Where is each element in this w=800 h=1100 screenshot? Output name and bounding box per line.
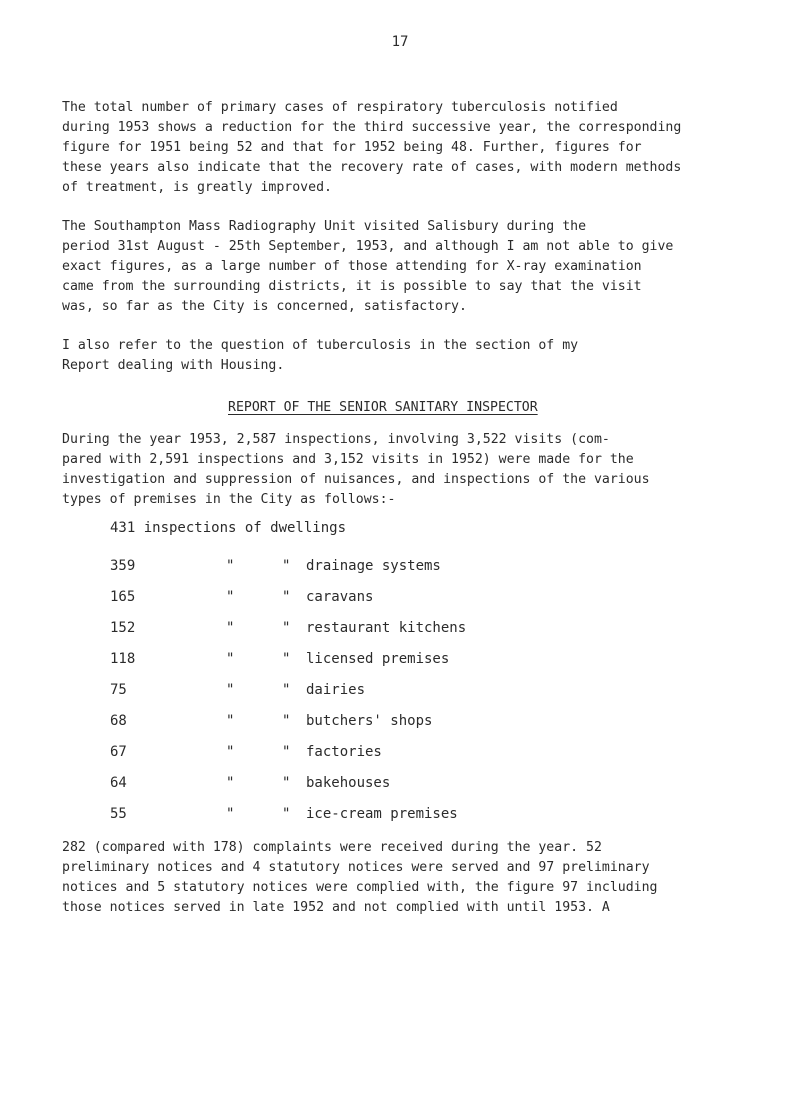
- text-line: came from the surrounding districts, it is possible to say that the visit: [62, 279, 642, 294]
- text-line: Report dealing with Housing.: [62, 358, 285, 373]
- text-line: 282 (compared with 178) complaints were received during the year. 52: [62, 840, 602, 855]
- inspection-count: 152: [110, 620, 136, 636]
- section-heading: REPORT OF THE SENIOR SANITARY INSPECTOR: [228, 400, 538, 415]
- inspection-label: butchers' shops: [306, 713, 433, 729]
- inspection-count: 55: [110, 806, 127, 822]
- inspection-label: bakehouses: [306, 775, 391, 791]
- inspection-count: 165: [110, 589, 136, 605]
- inspection-label: factories: [306, 744, 382, 760]
- ditto-mark: ": [226, 713, 235, 729]
- ditto-mark: ": [226, 558, 235, 574]
- ditto-mark: ": [282, 744, 291, 760]
- inspection-list-first-line: 431 inspections of dwellings: [110, 520, 347, 536]
- inspection-row: [0, 744, 800, 766]
- text-line: The total number of primary cases of respiratory tuberculosis notified: [62, 100, 618, 115]
- paragraph-tuberculosis-cases: [62, 98, 752, 198]
- ditto-mark: ": [282, 558, 291, 574]
- text-line: period 31st August - 25th September, 1953, and although I am not able to give: [62, 239, 674, 254]
- text-line: figure for 1951 being 52 and that for 1952 being 48. Further, figures for: [62, 140, 642, 155]
- inspection-count: 67: [110, 744, 127, 760]
- ditto-mark: ": [226, 651, 235, 667]
- text-line: I also refer to the question of tuberculosis in the section of my: [62, 338, 579, 353]
- ditto-mark: ": [226, 744, 235, 760]
- inspection-label: drainage systems: [306, 558, 441, 574]
- inspection-count: 75: [110, 682, 127, 698]
- inspection-count: 359: [110, 558, 136, 574]
- ditto-mark: ": [226, 589, 235, 605]
- inspection-label: dairies: [306, 682, 366, 698]
- inspection-row: [0, 806, 800, 828]
- paragraph-housing-reference: [62, 336, 752, 376]
- text-line: The Southampton Mass Radiography Unit visited Salisbury during the: [62, 219, 587, 234]
- ditto-mark: ": [226, 806, 235, 822]
- inspection-row: [0, 558, 800, 580]
- inspection-count: 118: [110, 651, 136, 667]
- text-line: those notices served in late 1952 and not complied with until 1953. A: [62, 900, 610, 915]
- ditto-mark: ": [226, 682, 235, 698]
- text-line: during 1953 shows a reduction for the third successive year, the corresponding: [62, 120, 682, 135]
- inspection-row: [0, 589, 800, 611]
- inspection-count: 64: [110, 775, 127, 791]
- text-line: exact figures, as a large number of those attending for X-ray examination: [62, 259, 642, 274]
- ditto-mark: ": [282, 713, 291, 729]
- inspection-row: [0, 775, 800, 797]
- inspection-row: [0, 620, 800, 642]
- ditto-mark: ": [282, 775, 291, 791]
- paragraph-radiography-unit: [62, 217, 752, 317]
- text-line: of treatment, is greatly improved.: [62, 180, 332, 195]
- text-line: was, so far as the City is concerned, satisfactory.: [62, 299, 467, 314]
- text-line: these years also indicate that the recovery rate of cases, with modern methods: [62, 160, 682, 175]
- inspection-label: caravans: [306, 589, 374, 605]
- page-number: 17: [391, 34, 409, 50]
- text-line: notices and 5 statutory notices were complied with, the figure 97 including: [62, 880, 658, 895]
- inspection-label: restaurant kitchens: [306, 620, 467, 636]
- inspection-label: ice-cream premises: [306, 806, 458, 822]
- inspection-row: [0, 713, 800, 735]
- ditto-mark: ": [282, 620, 291, 636]
- ditto-mark: ": [282, 806, 291, 822]
- text-line: During the year 1953, 2,587 inspections, involving 3,522 visits (com-: [62, 432, 610, 447]
- text-line: types of premises in the City as follows:-: [62, 492, 396, 507]
- ditto-mark: ": [226, 620, 235, 636]
- paragraph-complaints: [62, 838, 752, 918]
- ditto-mark: ": [282, 589, 291, 605]
- ditto-mark: ": [282, 682, 291, 698]
- text-line: pared with 2,591 inspections and 3,152 visits in 1952) were made for the: [62, 452, 634, 467]
- paragraph-inspections-summary: [62, 430, 752, 510]
- ditto-mark: ": [282, 651, 291, 667]
- ditto-mark: ": [226, 775, 235, 791]
- inspection-row: [0, 682, 800, 704]
- inspection-row: [0, 651, 800, 673]
- inspection-label: licensed premises: [306, 651, 450, 667]
- text-line: preliminary notices and 4 statutory notices were served and 97 preliminary: [62, 860, 650, 875]
- text-line: investigation and suppression of nuisances, and inspections of the various: [62, 472, 650, 487]
- inspection-count: 68: [110, 713, 127, 729]
